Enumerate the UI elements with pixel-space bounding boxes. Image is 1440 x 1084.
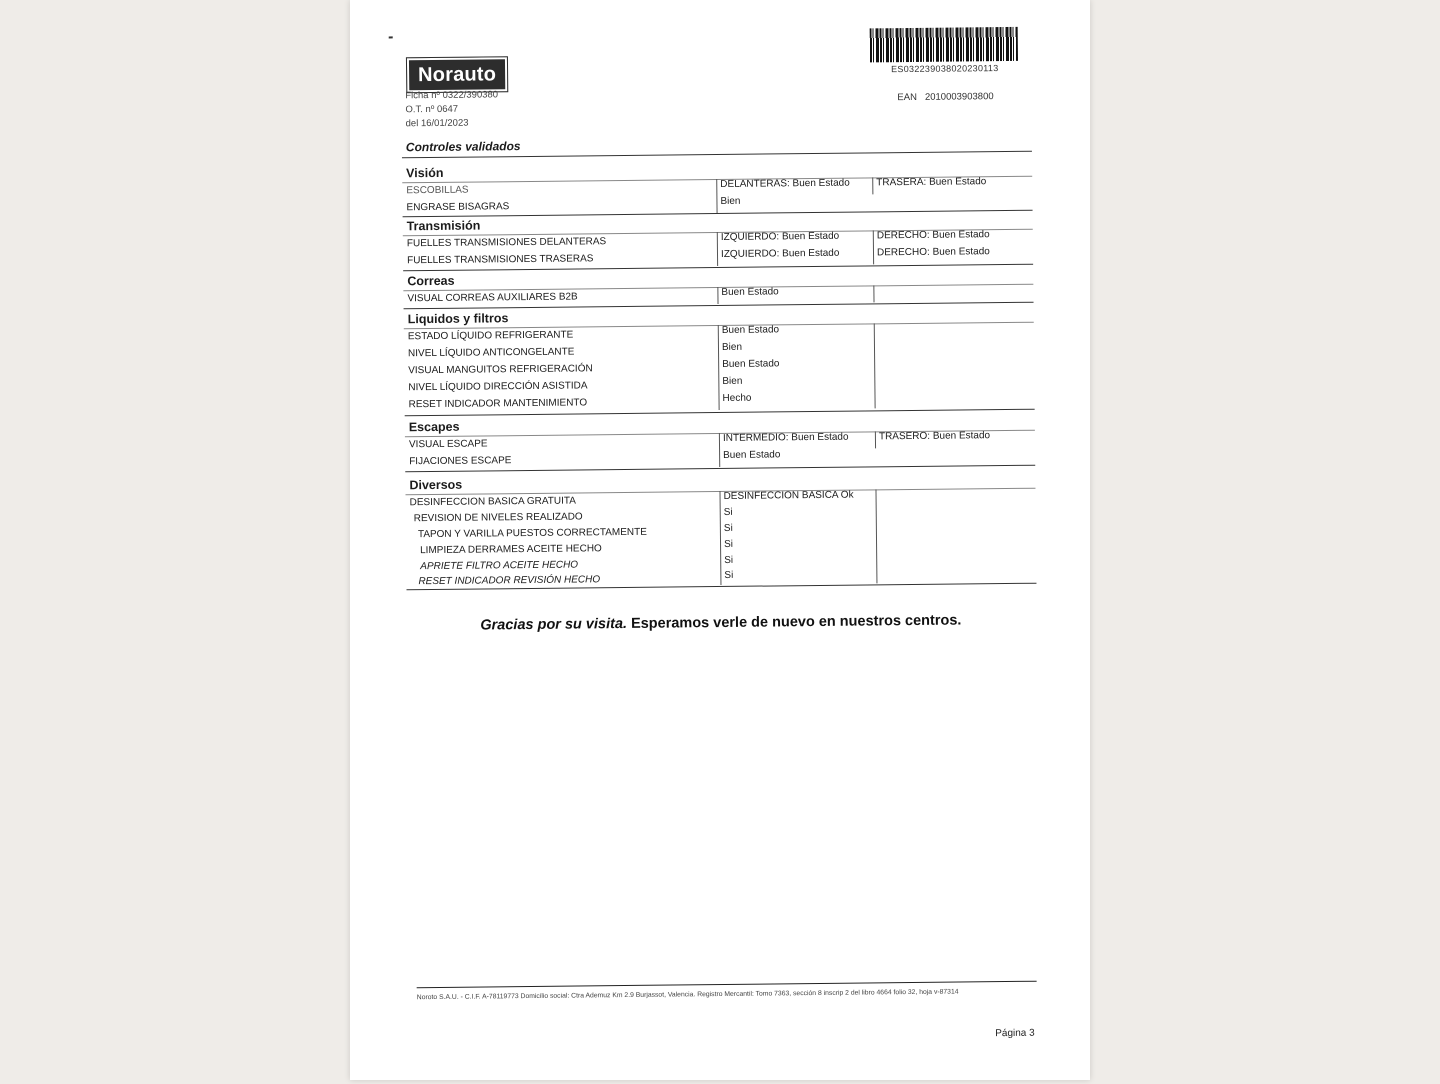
row-value: Buen Estado [721, 286, 779, 298]
row-value: Bien [721, 341, 743, 353]
row-label: LIMPIEZA DERRAMES ACEITE HECHO [420, 543, 602, 557]
section-title: Diversos [409, 477, 463, 493]
section-title: Liquidos y filtros [407, 311, 509, 327]
row-label: FUELLES TRANSMISIONES DELANTERAS [406, 236, 607, 250]
row-label: ESCOBILLAS [406, 184, 469, 197]
ot-number: O.T. nº 0647 [405, 103, 459, 116]
row-value: IZQUIERDO: Buen Estado [720, 230, 840, 243]
row-label: APRIETE FILTRO ACEITE HECHO [420, 559, 579, 573]
thanks-italic: Gracias por su visita. [480, 615, 628, 634]
row-label: VISUAL ESCAPE [408, 438, 488, 451]
row-value: Si [724, 569, 734, 581]
row-label: VISUAL CORREAS AUXILIARES B2B [407, 291, 578, 305]
section-title: Transmisión [406, 218, 481, 234]
column-divider [873, 285, 874, 302]
row-value: Bien [722, 375, 743, 387]
document-page [350, 0, 1090, 1080]
row-label: ESTADO LÍQUIDO REFRIGERANTE [407, 329, 574, 343]
ean-value: 2010003903800 [924, 91, 994, 103]
row-label: ENGRASE BISAGRAS [406, 201, 510, 214]
row-value: Buen Estado [723, 449, 781, 461]
row-label: DESINFECCION BASICA GRATUITA [409, 495, 576, 509]
ficha-number: Ficha nº 0322/390380 [405, 89, 499, 102]
row-value: Si [723, 538, 734, 550]
row-label: RESET INDICADOR REVISIÓN HECHO [418, 574, 601, 588]
section-title: Correas [407, 273, 455, 289]
norauto-logo: Norauto [407, 57, 507, 92]
row-value: Buen Estado [721, 324, 780, 336]
row-label: TAPON Y VARILLA PUESTOS CORRECTAMENTE [417, 526, 647, 541]
row-value-2: TRASERA: Buen Estado [876, 176, 987, 189]
row-value: Bien [720, 195, 741, 207]
thanks-rest: Esperamos verle de nuevo en nuestros centros. [626, 612, 962, 632]
document-date: del 16/01/2023 [405, 117, 469, 130]
row-value: DELANTERAS: Buen Estado [720, 177, 850, 190]
section-title: Visión [406, 165, 444, 181]
row-label: NIVEL LÍQUIDO DIRECCIÓN ASISTIDA [408, 380, 588, 394]
row-value-2: DERECHO: Buen Estado [876, 229, 990, 242]
row-label: FUELLES TRANSMISIONES TRASERAS [407, 253, 594, 267]
barcode [870, 27, 1018, 63]
row-value-2: DERECHO: Buen Estado [876, 246, 990, 259]
row-label: REVISION DE NIVELES REALIZADO [413, 511, 583, 525]
row-label: FIJACIONES ESCAPE [409, 455, 512, 468]
footer-rule [417, 981, 1037, 988]
legal-footer: Noroto S.A.U. - C.I.F. A-78119773 Domicilio social: Ctra Ademuz Km 2.9 Burjassot, Valencia. Registro Mercantil: Tomo 7363, sección 8 inscrip 2 del libro 4664 folio 32, hoja v-87314 [416, 988, 959, 1002]
section-title: Escapes [408, 419, 460, 435]
section-vision [402, 159, 1032, 217]
section-diversos [405, 471, 1036, 589]
column-divider [872, 177, 873, 194]
row-label: NIVEL LÍQUIDO ANTICONGELANTE [407, 346, 575, 360]
row-value: Si [724, 554, 734, 566]
row-value: Si [723, 522, 733, 534]
thanks-message [351, 611, 1091, 635]
ean-code [897, 91, 993, 103]
controls-title: Controles validados [405, 139, 521, 155]
column-divider [875, 431, 876, 448]
row-label: VISUAL MANGUITOS REFRIGERACIÓN [408, 363, 593, 377]
row-value: Si [723, 506, 733, 518]
barcode-number: ES03223903802023011​3 [891, 63, 999, 75]
mark-dot [389, 36, 393, 38]
row-value: Hecho [722, 392, 752, 404]
ean-label: EAN [897, 91, 917, 104]
row-label: RESET INDICADOR MANTENIMIENTO [408, 397, 588, 411]
section-transmision [403, 212, 1033, 270]
column-divider [717, 287, 718, 304]
section-correas [403, 267, 1033, 308]
page-number: Página 3 [995, 1027, 1035, 1040]
section-escapes [405, 413, 1035, 471]
row-value-2: TRASERO: Buen Estado [878, 430, 991, 443]
row-value: IZQUIERDO: Buen Estado [720, 247, 840, 260]
row-value: Buen Estado [722, 358, 780, 370]
row-value: DESINFECCION BASICA Ok [723, 489, 854, 502]
row-value: INTERMEDIO: Buen Estado [722, 431, 849, 444]
section-liquidos [404, 305, 1035, 414]
document-sheet [344, 0, 1095, 1084]
